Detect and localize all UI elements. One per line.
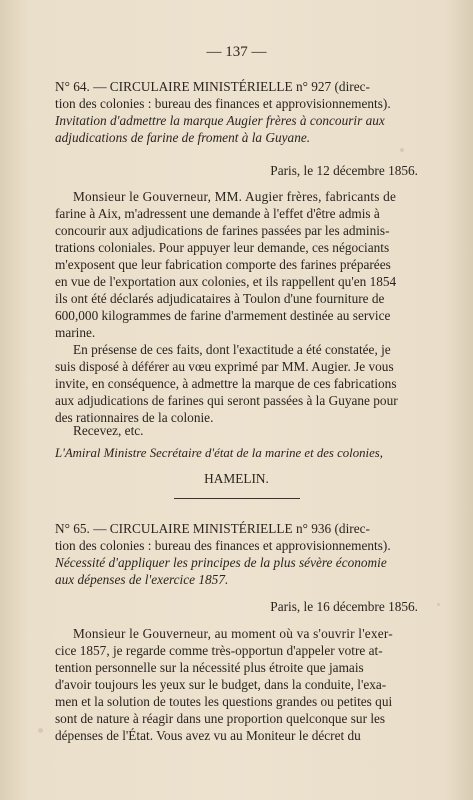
paper-stain [38,728,43,733]
circular-64-heading-line-2: tion des colonies : bureau des finances et approvisionnements). [55,96,391,111]
circular-64-body-line: invite, en conséquence, à admettre la marque de ces fabrications [55,376,397,391]
circular-64-body-line: concourir aux adjudications de farines passées par les adminis- [55,223,390,238]
circular-64-body-line: suis disposé à déférer au vœu exprimé par MM. Augier. Je vous [55,359,394,374]
circular-65-date: Paris, le 16 décembre 1856. [270,599,418,614]
paper-stain [437,603,440,606]
circular-64-subject-line-1: Invitation d'admettre la marque Augier frères à concourir aux [55,113,385,128]
circular-64-body-line: 600,000 kilogrammes de farine d'armement destinée au service [55,308,391,323]
circular-65-body-line: sont de nature à réagir dans une proportion quelconque sur les [55,711,386,726]
circular-64-body-line: en vue de l'exportation aux colonies, et ils rappellent qu'en 1854 [55,274,397,289]
circular-64-body-line: farine à Aix, m'adressent une demande à l'effet d'être admis à [55,206,380,221]
circular-64-body-line: En présense de ces faits, dont l'exactitude a été constatée, je [73,342,391,357]
circular-64-body-line: des rationnaires de la colonie. [55,410,214,425]
circular-65-heading-line-1: N° 65. — CIRCULAIRE MINISTÉRIELLE n° 936 (direc- [55,521,370,536]
circular-64-body-line: trations coloniales. Pour appuyer leur demande, ces négociants [55,240,390,255]
circular-65-body-line: men et la solution de toutes les questions grandes ou petites qui [55,694,393,709]
circular-64-body-line: marine. [55,325,96,340]
circular-64-date: Paris, le 12 décembre 1856. [270,163,418,178]
circular-65-subject-line-1: Nécessité d'appliquer les principes de la plus sévère économie [55,555,387,570]
circular-65-body-line: Monsieur le Gouverneur, au moment où va s'ouvrir l'exer- [73,626,393,641]
circular-65-body-line: cice 1857, je regarde comme très-opportun d'appeler votre at- [55,643,383,658]
circular-65-body-line: d'avoir toujours les yeux sur le budget, dans la conduite, l'exa- [55,677,387,692]
circular-64-signature-name: HAMELIN. [204,471,269,486]
circular-64-body-line: aux adjudications de farines qui seront passées à la Guyane pour [55,393,398,408]
paper-stain [400,148,404,152]
circular-65-subject-line-2: aux dépenses de l'exercice 1857. [55,572,229,587]
page-number: — 137 — [206,44,267,60]
circular-65-body-line: tention personnelle sur la nécessité plus étroite que jamais [55,660,364,675]
circular-65-heading-line-2: tion des colonies : bureau des finances et approvisionnements). [55,538,391,553]
circular-64-subject-line-2: adjudications de farine de froment à la Guyane. [55,130,311,145]
circular-64-body-line: m'exposent que leur fabrication comporte des farines préparées [55,257,391,272]
circular-64-signature-title: L'Amiral Ministre Secrétaire d'état de la marine et des colonies, [55,446,383,460]
section-divider [174,498,300,499]
circular-64-body-line: Monsieur le Gouverneur, MM. Augier frères, fabricants de [73,189,397,204]
circular-64-body-line: ils ont été déclarés adjudicataires à Toulon d'une fourniture de [55,291,385,306]
circular-64-closing: Recevez, etc. [73,423,144,438]
circular-65-body-line: dépenses de l'État. Vous avez vu au Moniteur le décret du [55,728,361,743]
circular-64-heading-line-1: N° 64. — CIRCULAIRE MINISTÉRIELLE n° 927 (direc- [55,79,370,94]
